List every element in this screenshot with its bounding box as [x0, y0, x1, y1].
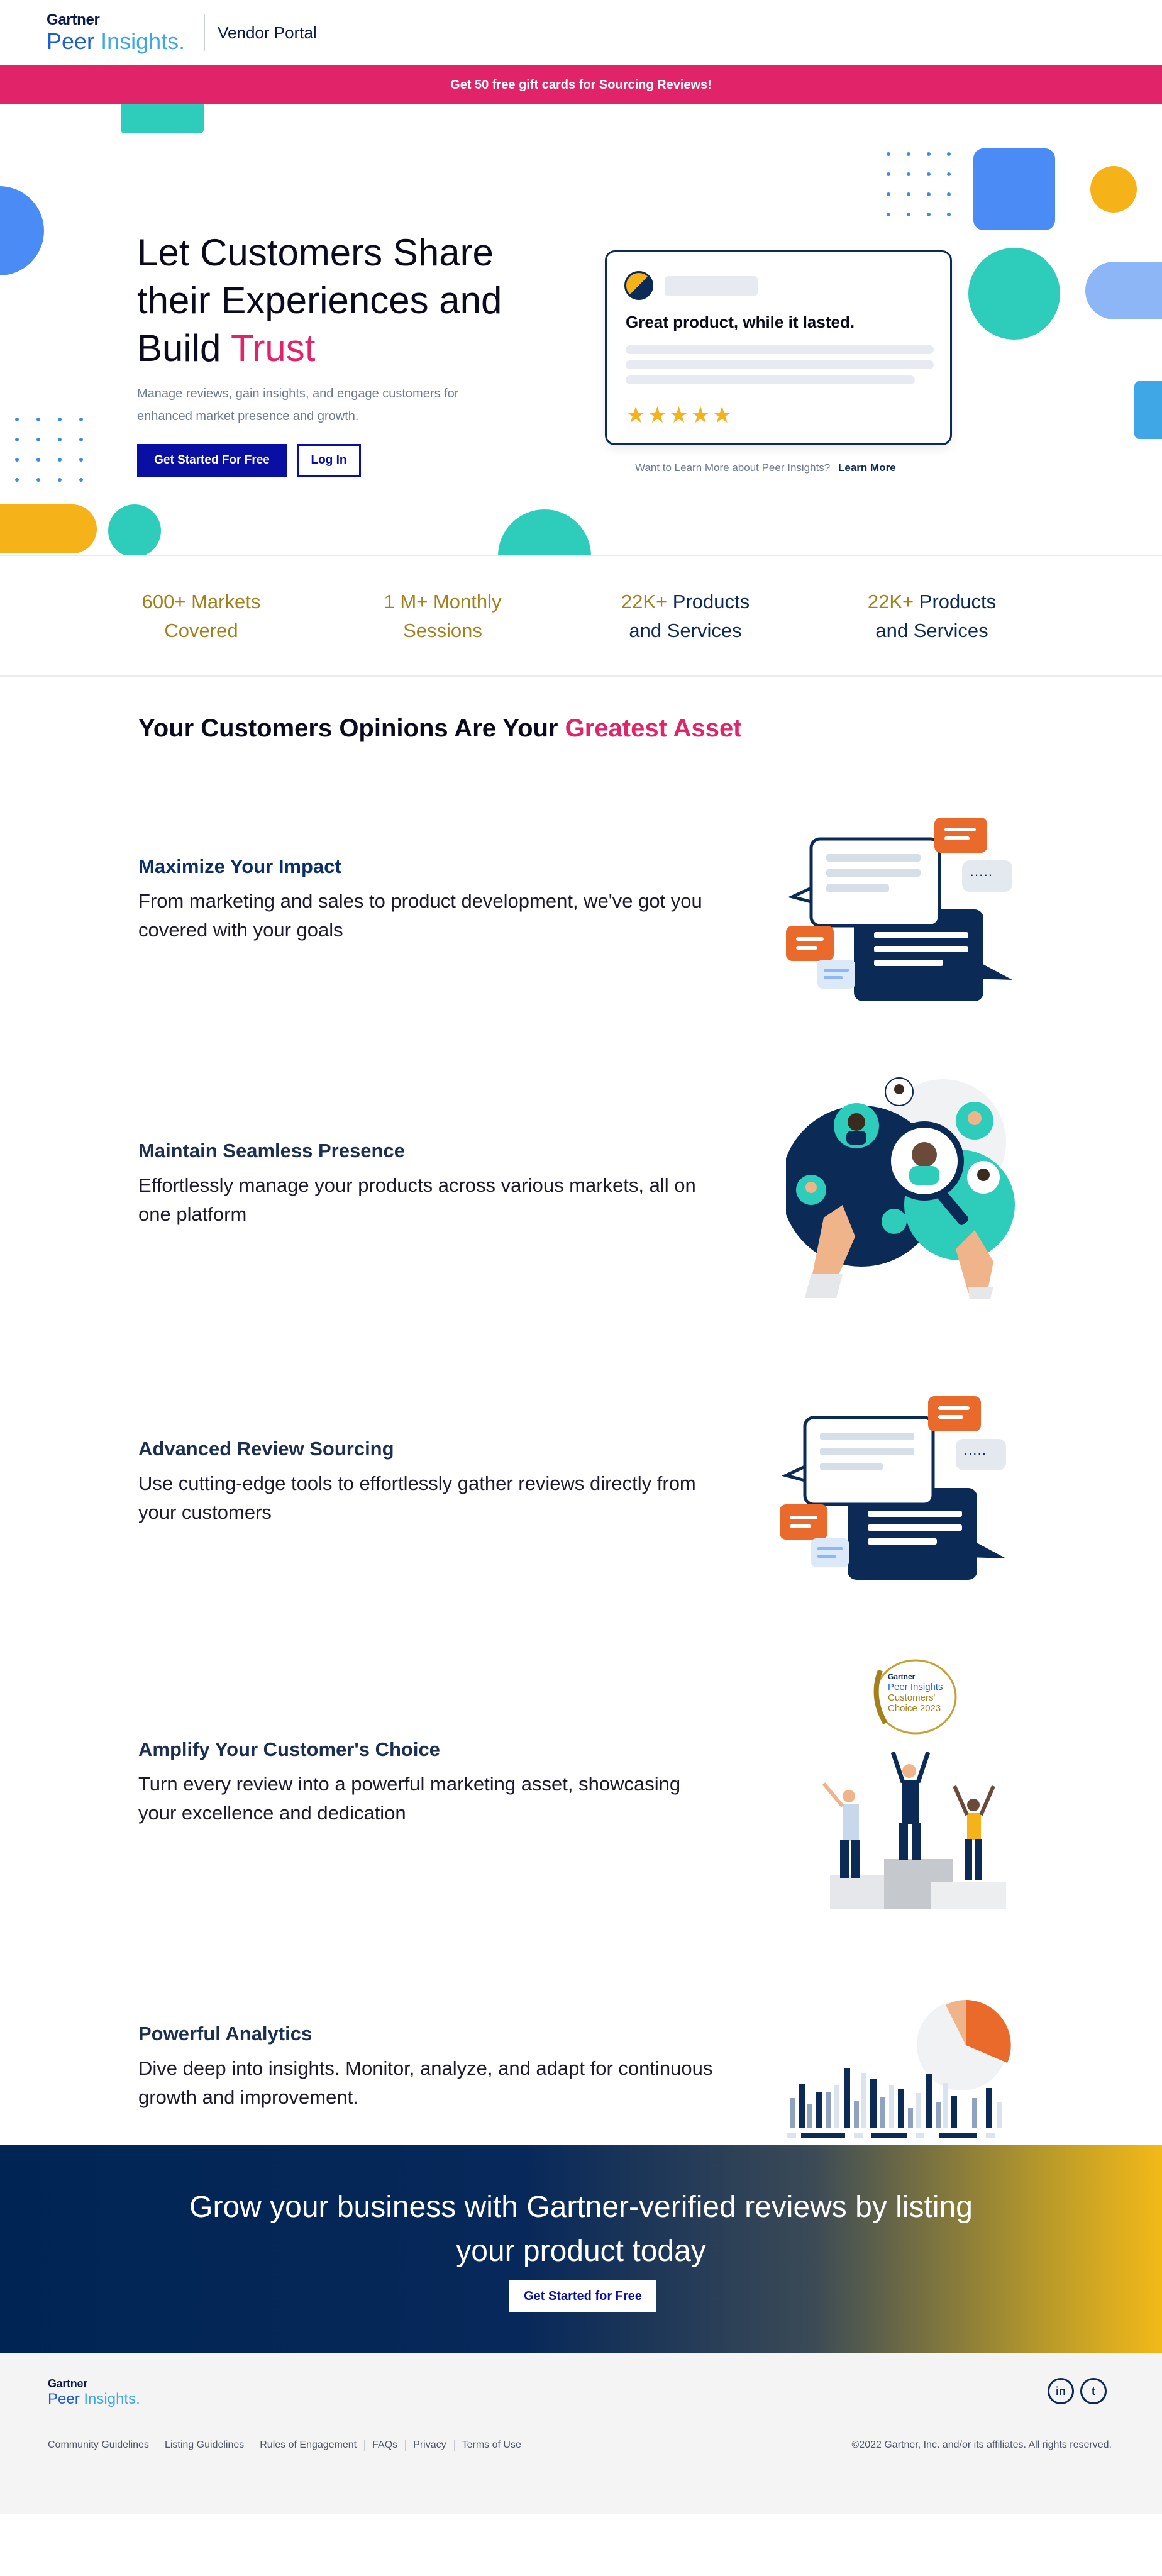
decor-light-blue-pill: [1085, 262, 1162, 319]
feature-heading: Maintain Seamless Presence: [138, 1140, 405, 1162]
hero-title-accent: Trust: [231, 327, 316, 369]
get-started-button[interactable]: Get Started For Free: [137, 444, 287, 477]
decor-cyan-rect: [1134, 381, 1162, 439]
decor-dot: [887, 172, 890, 176]
stat-sessions: 1 M+ Monthly Sessions: [384, 591, 502, 641]
decor-dot: [947, 213, 951, 216]
feature-customers-choice: [138, 1738, 717, 1828]
decor-dot: [927, 192, 931, 196]
vendor-portal-label: Vendor Portal: [218, 23, 317, 42]
feature-heading: Powerful Analytics: [138, 2023, 313, 2045]
analytics-chart-illustration: [786, 1991, 1025, 2140]
linkedin-icon[interactable]: in: [1048, 2378, 1074, 2404]
footer-link-community-guidelines[interactable]: Community Guidelines: [48, 2440, 149, 2450]
decor-teal-semicircle: [498, 509, 591, 555]
feature-heading: Amplify Your Customer's Choice: [138, 1738, 440, 1760]
decor-blue-square: [973, 148, 1055, 230]
learn-more-prompt: Want to Learn More about Peer Insights?: [635, 462, 831, 474]
feature-maximize-impact: [138, 855, 717, 945]
star-rating: ★★★★★: [626, 402, 734, 428]
decor-dot: [947, 192, 951, 196]
decor-dot: [79, 458, 83, 462]
footer-logo[interactable]: Gartner Peer Insights.: [48, 2377, 140, 2407]
chat-bubbles-illustration: [786, 809, 1019, 1004]
review-line-placeholder: [626, 375, 915, 384]
stat-products: 22K+ Products and Services: [621, 591, 750, 641]
logo-gartner-text: Gartner: [47, 11, 100, 28]
stat-products-2: 22K+ Products and Services: [867, 591, 997, 641]
logo-insights-text: Insights.: [101, 28, 185, 54]
stat-markets: 600+ Markets Covered: [141, 591, 261, 641]
decor-dots-left: [15, 418, 101, 482]
gartner-peer-insights-logo[interactable]: [47, 13, 185, 53]
decor-blue-circle: [0, 186, 44, 275]
features-section: [0, 677, 1162, 2145]
logo-peer-text: Peer: [47, 28, 95, 54]
login-button[interactable]: Log In: [297, 444, 361, 477]
learn-more-link[interactable]: Learn More: [838, 462, 896, 474]
cta-get-started-button[interactable]: Get Started for Free: [509, 2280, 656, 2312]
decor-dot: [36, 458, 40, 462]
svg-text:·····: ·····: [963, 1445, 987, 1461]
site-header: [0, 0, 1162, 65]
review-title: Great product, while it lasted.: [626, 313, 855, 331]
decor-dot: [907, 172, 910, 176]
learn-more-row: [635, 462, 896, 474]
feature-text: Dive deep into insights. Monitor, analyze, and adapt for continuous growth and improvement.: [138, 2057, 713, 2108]
decor-dot: [907, 213, 910, 216]
decor-dot: [58, 478, 62, 482]
decor-dot: [79, 418, 83, 421]
feature-heading: Maximize Your Impact: [138, 855, 341, 877]
decor-dot: [15, 438, 19, 441]
decor-dot: [36, 438, 40, 441]
decor-dot: [15, 478, 19, 482]
decor-dot: [58, 458, 62, 462]
people-network-illustration: [786, 1073, 1019, 1299]
sample-review-card: [605, 250, 952, 445]
feature-text: From marketing and sales to product development, we've got you covered with your goals: [138, 890, 702, 941]
decor-dot: [15, 418, 19, 421]
footer-link-rules-of-engagement[interactable]: Rules of Engagement: [252, 2440, 364, 2451]
decor-dot: [887, 213, 890, 216]
feature-text: Use cutting-edge tools to effortlessly gather reviews directly from your customers: [138, 1472, 696, 1523]
decor-teal-rect: [121, 104, 204, 133]
decor-dot: [36, 478, 40, 482]
decor-dot: [79, 478, 83, 482]
feature-review-sourcing: [138, 1438, 717, 1527]
copyright-text: ©2022 Gartner, Inc. and/or its affiliates. All rights reserved.: [851, 2440, 1112, 2450]
feature-heading: Advanced Review Sourcing: [138, 1438, 394, 1460]
hero-title: Let Customers Share their Experiences and Build Trust: [137, 231, 502, 369]
hero-subtitle: Manage reviews, gain insights, and engage customers for enhanced market presence and growth.: [137, 387, 459, 423]
chat-bubbles-illustration-2: [780, 1387, 1012, 1582]
decor-dot: [887, 152, 890, 156]
feature-analytics: [138, 2023, 717, 2112]
decor-dot: [15, 458, 19, 462]
site-footer: [0, 2353, 1162, 2514]
footer-link-faqs[interactable]: FAQs: [364, 2440, 405, 2451]
decor-yellow-pill: [0, 504, 97, 553]
footer-link-terms[interactable]: Terms of Use: [454, 2440, 529, 2451]
stats-bar: [0, 555, 1162, 677]
header-divider: [204, 14, 205, 51]
svg-text:·····: ·····: [970, 867, 993, 882]
footer-link-privacy[interactable]: Privacy: [405, 2440, 453, 2451]
reviewer-avatar: [624, 271, 653, 300]
feature-text: Effortlessly manage your products across various markets, all on one platform: [138, 1174, 696, 1225]
decor-dot: [887, 192, 890, 196]
decor-yellow-dot: [1090, 166, 1137, 213]
cta-section: [0, 2145, 1162, 2353]
review-line-placeholder: [626, 360, 934, 369]
decor-dot: [58, 438, 62, 441]
decor-dot: [927, 152, 931, 156]
decor-teal-circle-small: [108, 504, 161, 555]
cta-title: Grow your business with Gartner-verified reviews by listing your product today: [189, 2190, 973, 2268]
reviewer-name-placeholder: [665, 276, 758, 296]
hero-section: [0, 104, 1162, 555]
decor-dot: [36, 418, 40, 421]
promo-banner[interactable]: Get 50 free gift cards for Sourcing Reviews!: [0, 65, 1162, 104]
customers-choice-badge: Gartner Peer Insights Customers' Choice 2023: [888, 1672, 943, 1714]
twitter-icon[interactable]: t: [1080, 2378, 1107, 2404]
decor-dot: [947, 172, 951, 176]
features-title: Your Customers Opinions Are Your Greatest Asset: [138, 714, 742, 742]
decor-dots-right: [887, 152, 967, 216]
review-line-placeholder: [626, 345, 934, 354]
decor-dot: [79, 438, 83, 441]
decor-dot: [947, 152, 951, 156]
decor-dot: [927, 172, 931, 176]
decor-dot: [907, 192, 910, 196]
decor-dot: [58, 418, 62, 421]
feature-seamless-presence: [138, 1140, 717, 1229]
decor-dot: [927, 213, 931, 216]
footer-link-listing-guidelines[interactable]: Listing Guidelines: [157, 2440, 252, 2451]
feature-text: Turn every review into a powerful marketing asset, showcasing your excellence and dedication: [138, 1773, 681, 1824]
footer-links: [48, 2440, 529, 2451]
decor-dot: [907, 152, 910, 156]
decor-teal-circle-large: [968, 248, 1060, 340]
customers-choice-illustration: [805, 1658, 1019, 1909]
